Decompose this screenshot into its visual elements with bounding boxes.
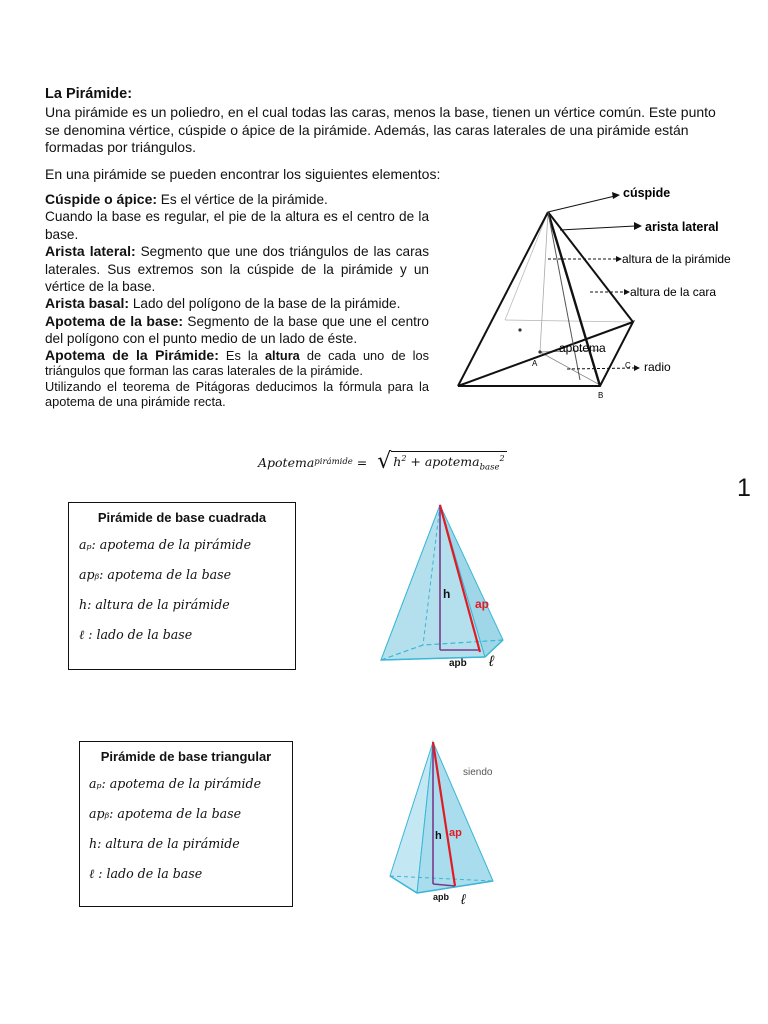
elements-intro: En una pirámide se pueden encontrar los siguientes elementos: <box>45 166 441 182</box>
base-outline <box>458 322 633 386</box>
term-arista-lateral: Arista lateral: <box>45 243 136 260</box>
radical-sign: √ <box>377 449 392 474</box>
legend-title: Pirámide de base cuadrada <box>97 510 267 525</box>
label-altura-piramide: altura de la pirámide <box>622 252 731 266</box>
label-ap: ap <box>449 827 462 839</box>
label-point-b: B <box>598 391 604 400</box>
center-dot <box>518 328 521 331</box>
label-ap: ap <box>475 597 490 611</box>
height-line <box>540 212 548 352</box>
def-apotema-base <box>45 313 429 348</box>
triangular-pyramid-legend <box>79 741 293 907</box>
pyramid-diagram <box>450 180 750 405</box>
arrow-arista <box>560 226 635 230</box>
intro-paragraph: Una pirámide es un poliedro, en el cual todas las caras, menos la base, tienen un vértice común. Este punto se denomina vértice, cúspide o ápice de la pirámide. Además, las caras laterales de una pirámide están formadas por triángulos. <box>45 104 716 155</box>
formula-lhs-sub: pirámide <box>314 457 353 467</box>
def-cuspide-text: Es el vértice de la pirámide. <box>157 192 328 207</box>
legend-line: apᵦ: apotema de la base <box>79 567 232 582</box>
def-apotema-piramide-text-b: de cada uno de los triángulos que forman las caras laterales de la pirámide. <box>45 347 429 379</box>
square-pyramid-figure <box>375 500 510 672</box>
def-arista-basal <box>45 295 429 312</box>
legend-line: h: altura de la pirámide <box>89 836 240 851</box>
lateral-edge-front <box>548 212 600 386</box>
triangular-pyramid-figure <box>385 738 500 908</box>
formula-plus: + apotema <box>406 454 480 470</box>
hidden-edge <box>505 212 548 320</box>
term-arista-basal: Arista basal: <box>45 295 130 312</box>
radicand <box>391 451 506 473</box>
label-point-c: C <box>625 361 631 370</box>
term-cuspide: Cúspide o ápice: <box>45 191 158 207</box>
legend-line: aₚ: apotema de la pirámide <box>79 537 252 552</box>
arrowhead <box>612 192 620 199</box>
formula-base-sub: base <box>479 462 500 473</box>
def-base-regular: Cuando la base es regular, el pie de la altura es el centro de la base. <box>45 209 429 242</box>
label-radio: radio <box>644 360 671 374</box>
label-apb: apb <box>433 892 450 902</box>
def-apotema-base-text: Segmento de la base que une el centro del polígono con el punto medio de un lado de éste. <box>45 313 429 347</box>
page-number: 1 <box>737 474 751 502</box>
formula-radical <box>377 451 506 473</box>
legend-line: ℓ : lado de la base <box>89 866 203 881</box>
label-arista-lateral: arista lateral <box>645 220 719 234</box>
label-cuspide: cúspide <box>623 186 671 200</box>
formula-h: h <box>393 454 402 470</box>
arrow-cuspide <box>548 196 615 212</box>
label-h: h <box>435 830 442 842</box>
label-altura-cara: altura de la cara <box>630 285 717 299</box>
label-point-a: A <box>532 359 538 368</box>
point-a-dot <box>538 350 541 353</box>
label-l: ℓ <box>489 653 494 670</box>
formula-equals: = <box>352 454 372 470</box>
definitions-list <box>45 191 429 410</box>
formula-lhs: Apotema <box>258 454 315 470</box>
section-title: La Pirámide: <box>45 86 133 102</box>
def-apotema-piramide-bold: altura <box>264 347 300 363</box>
arrowhead <box>634 222 642 230</box>
label-l: ℓ <box>461 891 466 907</box>
apothem-formula <box>258 451 507 473</box>
legend-line: aₚ: apotema de la pirámide <box>89 776 262 791</box>
label-siendo: siendo <box>463 767 493 778</box>
def-apotema-piramide <box>45 348 429 379</box>
square-pyramid-legend <box>68 502 296 670</box>
legend-title: Pirámide de base triangular <box>100 749 272 764</box>
term-apotema-piramide: Apotema de la Pirámide: <box>45 346 219 363</box>
def-arista-lateral-text: Segmento que une dos triángulos de las caras laterales. Sus extremos son la cúspide de la pirámide y un vértice de la base. <box>45 244 429 295</box>
def-cuspide <box>45 191 429 208</box>
legend-line: ℓ : lado de la base <box>79 627 193 642</box>
def-arista-basal-text: Lado del polígono de la base de la pirámide. <box>129 296 401 312</box>
def-apotema-piramide-text-a: Es la <box>218 347 265 363</box>
formula-h-sup: 2 <box>401 454 407 464</box>
def-pitagoras: Utilizando el teorema de Pitágoras deducimos la fórmula para la apotema de una pirámide recta. <box>45 378 429 410</box>
label-apb: apb <box>449 658 467 669</box>
legend-line: apᵦ: apotema de la base <box>89 806 242 821</box>
arrowhead <box>634 365 640 371</box>
formula-base-sup: 2 <box>499 454 505 464</box>
def-arista-lateral <box>45 243 429 295</box>
label-apotema: apotema <box>559 341 606 355</box>
legend-line: h: altura de la pirámide <box>79 597 230 612</box>
label-h: h <box>443 587 451 601</box>
term-apotema-base: Apotema de la base: <box>45 312 183 329</box>
